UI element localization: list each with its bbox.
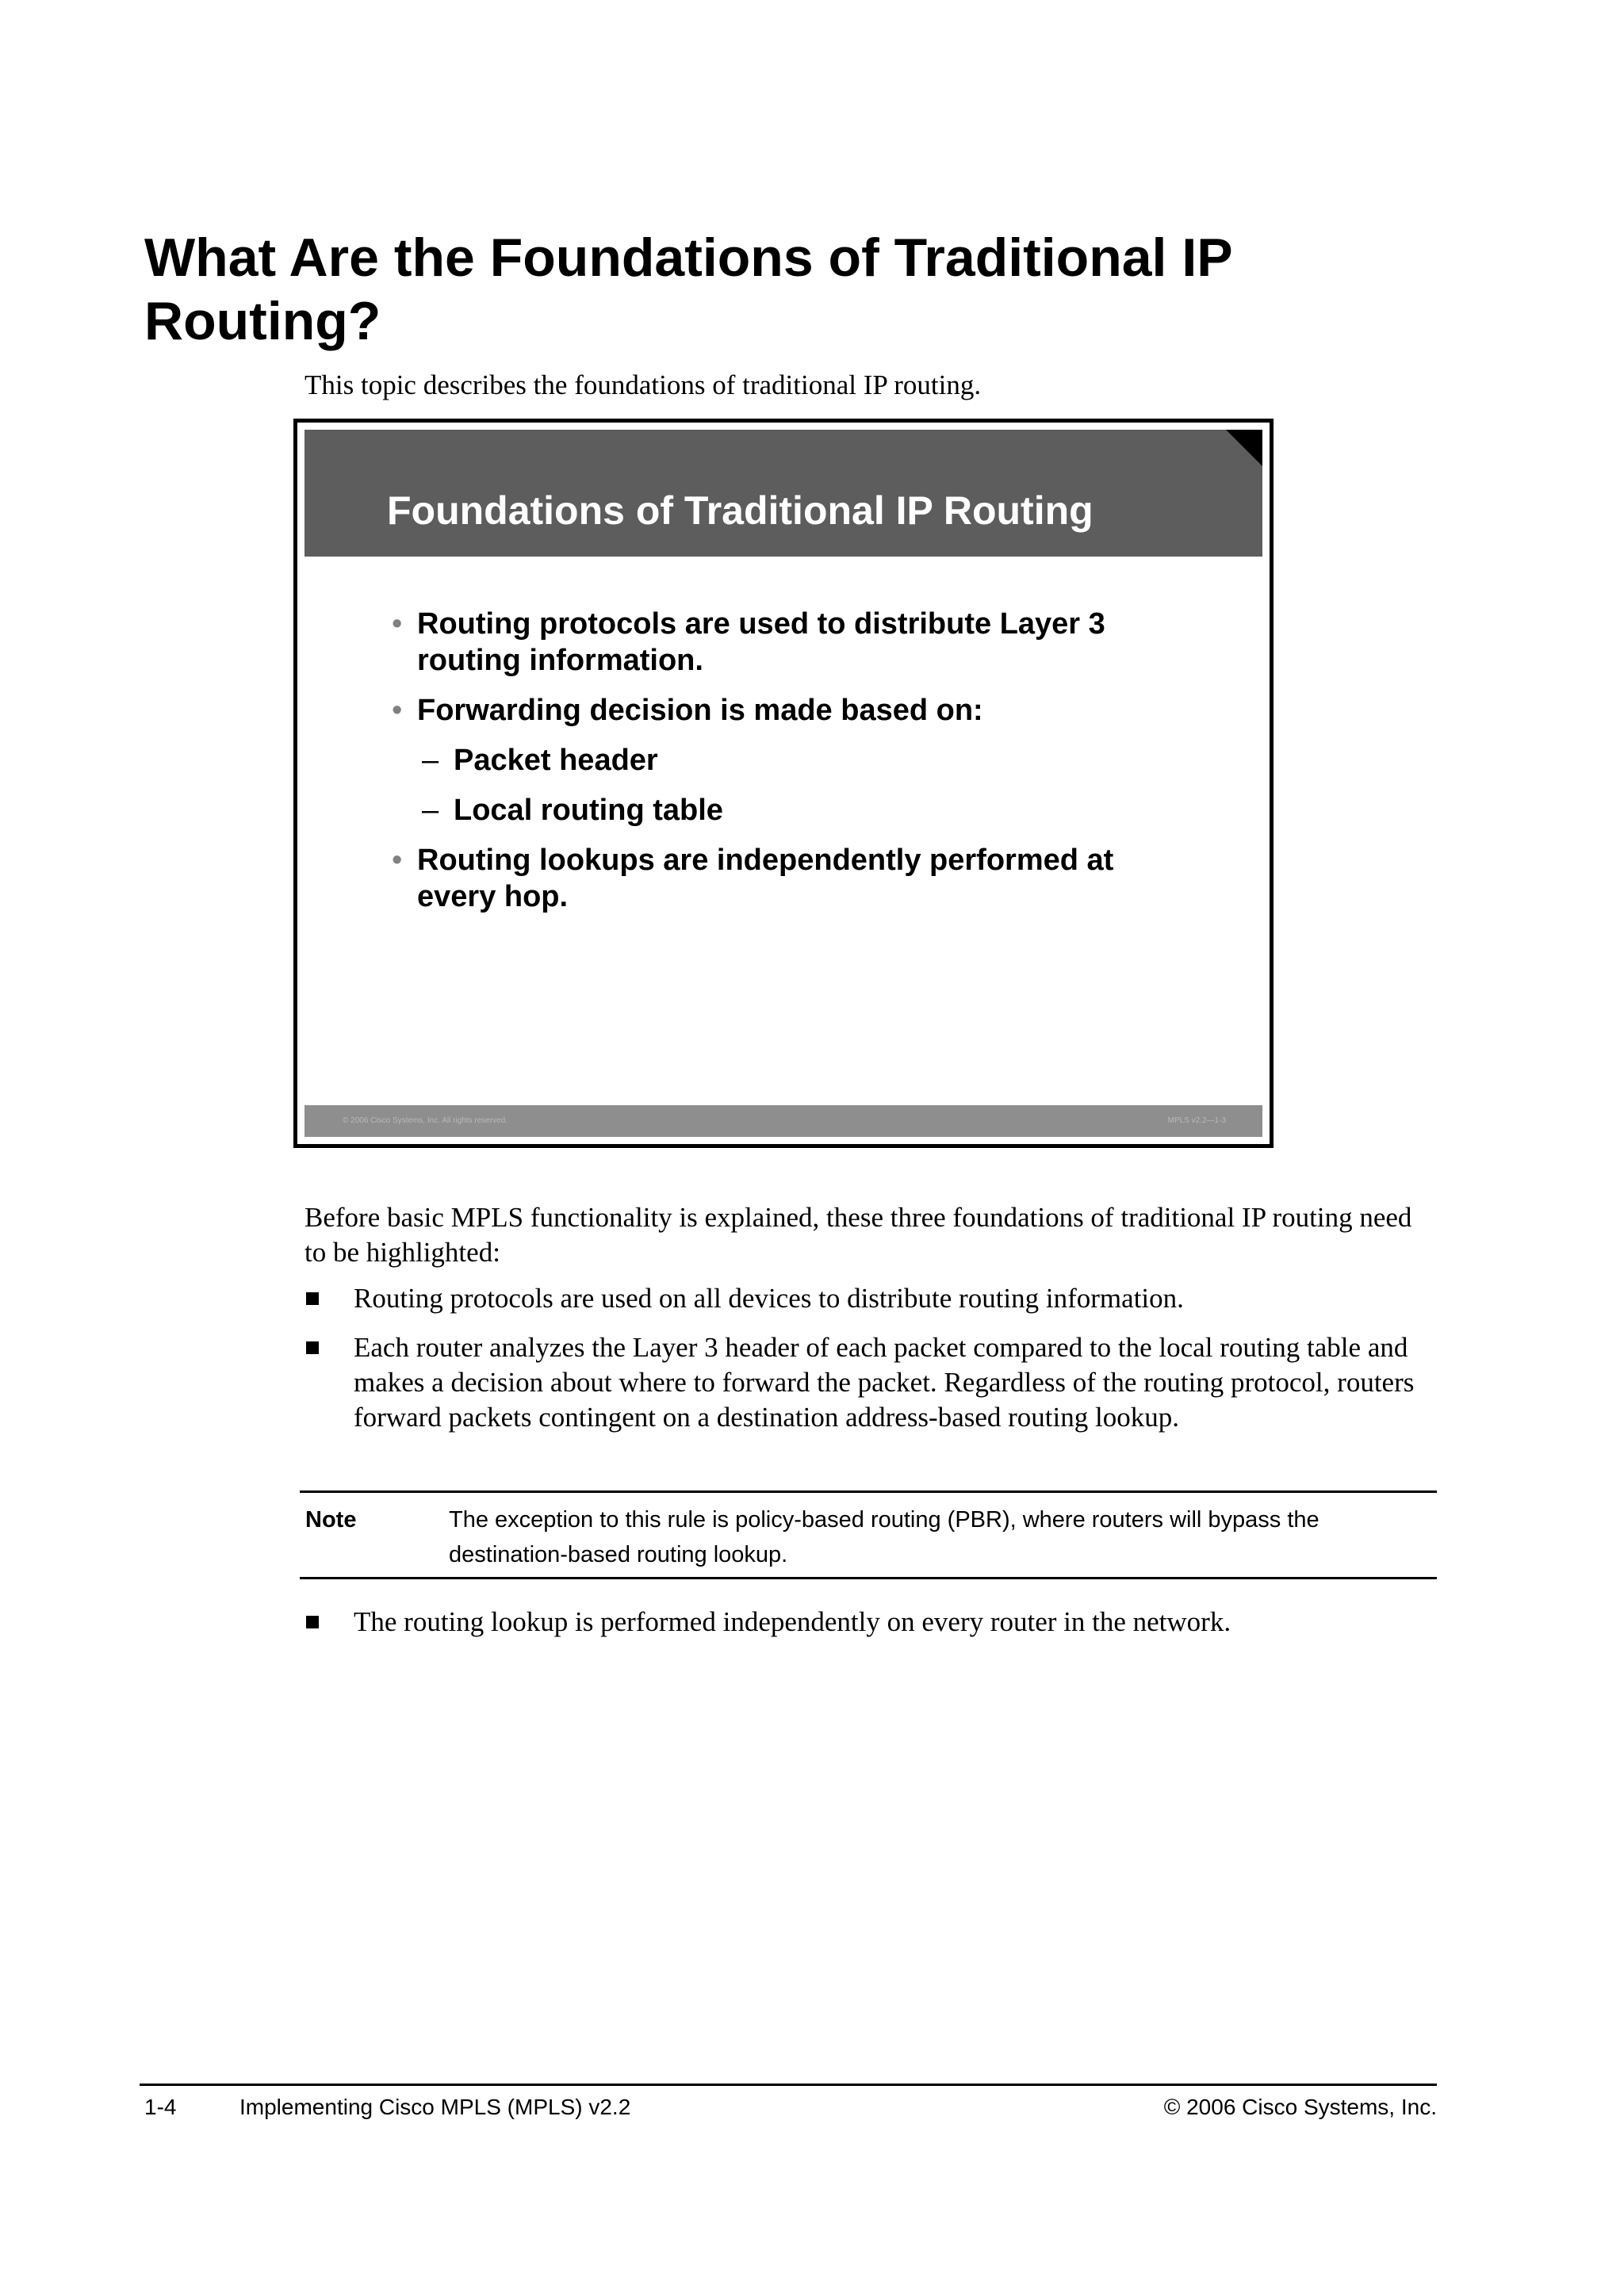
slide-number: MPLS v2.2—1-3 — [1167, 1116, 1226, 1125]
slide-bullet-list — [392, 606, 1201, 928]
list-item — [304, 1330, 1446, 1435]
square-bullet-icon — [306, 1341, 319, 1354]
slide-canvas — [304, 430, 1262, 1137]
page-heading: What Are the Foundations of Traditional IP Routing? — [144, 228, 1232, 351]
body-bullet-list-continued — [304, 1605, 1446, 1654]
slide-figure — [293, 419, 1274, 1148]
slide-copyright: © 2006 Cisco Systems, Inc. All rights reserved. — [343, 1116, 508, 1125]
page-number: 1-4 — [144, 2095, 177, 2119]
slide-footer-band — [304, 1105, 1262, 1137]
bullet-dot-icon: • — [392, 607, 403, 641]
slide-corner-mark — [1226, 430, 1262, 466]
note-label: Note — [305, 1507, 357, 1533]
course-title: Implementing Cisco MPLS (MPLS) v2.2 — [239, 2095, 631, 2119]
dash-icon: – — [422, 744, 439, 777]
square-bullet-icon — [306, 1616, 319, 1628]
slide-bullet — [392, 692, 1201, 729]
dash-icon: – — [422, 794, 439, 827]
list-item-text: The routing lookup is performed independently on every router in the network. — [354, 1606, 1231, 1637]
slide-bullet-text: Routing protocols are used to distribute Layer 3 routing information. — [417, 607, 1105, 677]
bullet-dot-icon: • — [392, 694, 403, 727]
slide-bullet — [392, 842, 1201, 915]
note-text: The exception to this rule is policy-based routing (PBR), where routers will bypass the destination-based routing lookup. — [449, 1507, 1320, 1567]
list-item-text: Each router analyzes the Layer 3 header of each packet compared to the local routing table and makes a decision about where to forward the packet. Regardless of the routing protocol, routers forward packets contingent on a destination address-based routing lookup. — [354, 1332, 1415, 1433]
body-paragraph: Before basic MPLS functionality is explained, these three foundations of traditional IP routing need to be highlighted: — [304, 1202, 1412, 1268]
slide-bullet-text: Routing lookups are independently performed at every hop. — [417, 844, 1114, 913]
slide-sub-bullet-text: Local routing table — [454, 794, 723, 827]
list-item — [304, 1281, 1446, 1316]
slide-sub-bullet-text: Packet header — [454, 744, 658, 777]
slide-title: Foundations of Traditional IP Routing — [387, 488, 1094, 533]
slide-sub-bullet — [392, 742, 1201, 779]
list-item — [304, 1605, 1446, 1640]
list-item-text: Routing protocols are used on all devices to distribute routing information. — [354, 1283, 1184, 1314]
footer-copyright: © 2006 Cisco Systems, Inc. — [1163, 2095, 1437, 2119]
note-box — [300, 1490, 1437, 1579]
slide-bullet — [392, 606, 1201, 679]
slide-bullet-text: Forwarding decision is made based on: — [417, 694, 983, 727]
slide-header-band — [304, 430, 1262, 557]
slide-sub-bullet — [392, 792, 1201, 828]
bullet-dot-icon: • — [392, 844, 403, 877]
square-bullet-icon — [306, 1292, 319, 1305]
intro-text: This topic describes the foundations of traditional IP routing. — [304, 369, 982, 400]
footer-divider — [140, 2084, 1437, 2086]
body-bullet-list — [304, 1281, 1446, 1449]
